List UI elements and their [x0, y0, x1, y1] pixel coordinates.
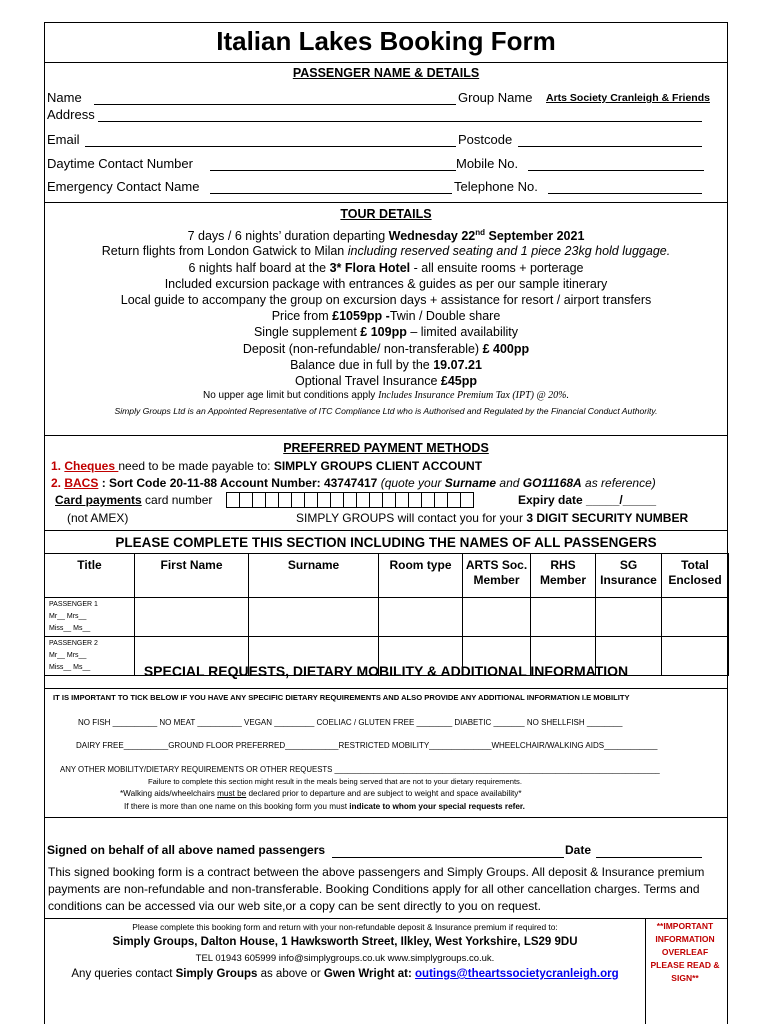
footer-email-link[interactable]: outings@theartssocietycranleigh.org [415, 968, 619, 980]
passengers-table [44, 553, 729, 676]
special-note-2: *Walking aids/wheelchairs must be declared prior to departure and are subject to weight and space availability* [120, 789, 522, 798]
security-number-note: SIMPLY GROUPS will contact you for your 3 DIGIT SECURITY NUMBER [296, 511, 689, 525]
table-row [45, 598, 729, 637]
title-divider [44, 62, 728, 63]
payment-heading: PREFERRED PAYMENT METHODS [283, 441, 489, 455]
surname-cell[interactable] [249, 598, 379, 637]
contract-text: This signed booking form is a contract between the above passengers and Simply Groups. All deposit & Insurance premium payments are non-refundable and non-transferable. Booking Conditions apply for all other cancellation charges. Terms and conditions can be accessed via our web site,or a copy can be sent directly to you on request. [48, 865, 705, 913]
passenger-heading: PASSENGER NAME & DETAILS [292, 66, 480, 80]
col-sg-insurance: SG Insurance [596, 554, 662, 598]
dietary-row-1[interactable]: NO FISH __________ NO MEAT __________ VEGAN _________ COELIAC / GLUTEN FREE ________ DIABETIC _______ NO SHELLFISH ________ [78, 718, 623, 727]
payment-bacs: 2. BACS : Sort Code 20-11-88 Account Number: 43747417 (quote your Surname and GO11168A as reference) [51, 476, 656, 490]
tour-balance: Balance due in full by the 19.07.21 [290, 358, 482, 372]
other-requests[interactable]: ANY OTHER MOBILITY/DIETARY REQUIREMENTS OR OTHER REQUESTS ___________________________________________________________________________ [60, 765, 660, 774]
name-label: Name [47, 90, 82, 105]
passengers-heading: PLEASE COMPLETE THIS SECTION INCLUDING THE NAMES OF ALL PASSENGERS [115, 535, 657, 550]
col-surname: Surname [249, 554, 379, 598]
special-note-1: Failure to complete this section might result in the meals being served that are not to your dietary requirements. [148, 777, 522, 786]
email-field[interactable] [85, 146, 456, 147]
date-field[interactable] [596, 857, 702, 858]
tour-regulation: Simply Groups Ltd is an Appointed Representative of ITC Compliance Ltd who is Authorised and Regulated by the Financial Conduct Authority. [114, 406, 658, 416]
tour-line-4: Included excursion package with entrances & guides as per our sample itinerary [164, 277, 608, 291]
form-title: Italian Lakes Booking Form [216, 26, 556, 56]
mobile-label: Mobile No. [456, 156, 519, 171]
name-field[interactable] [94, 104, 456, 105]
date-label: Date [565, 843, 592, 857]
payment-cheques: 1. Cheques need to be made payable to: SIMPLY GROUPS CLIENT ACCOUNT [51, 459, 483, 473]
tour-line-3: 6 nights half board at the 3* Flora Hotel - all ensuite rooms + porterage [188, 261, 584, 275]
tour-line-1: 7 days / 6 nights’ duration departing Wednesday 22nd September 2021 [187, 228, 585, 244]
col-title: Title [45, 554, 135, 598]
tour-price: Price from £1059pp -Twin / Double share [271, 309, 501, 323]
daytime-label: Daytime Contact Number [47, 156, 193, 171]
tour-age-limit: No upper age limit but conditions apply Includes Insurance Premium Tax (IPT) @ 20%. [202, 390, 570, 401]
address-label: Address [47, 107, 95, 122]
telephone-label: Telephone No. [454, 179, 538, 194]
passenger-title-cell[interactable]: PASSENGER 1 Mr__ Mrs__ Miss__ Ms__ [45, 598, 135, 637]
tour-line-5: Local guide to accompany the group on excursion days + assistance for resort / airport transfers [120, 293, 652, 307]
total-cell[interactable] [662, 598, 729, 637]
emergency-field[interactable] [210, 193, 452, 194]
postcode-label: Postcode [458, 132, 513, 147]
signature-field[interactable] [332, 857, 564, 858]
sg-insurance-cell[interactable] [596, 598, 662, 637]
special-heading: SPECIAL REQUESTS, DIETARY MOBILITY & ADDITIONAL INFORMATION [143, 663, 629, 679]
passenger-title-cell[interactable]: PASSENGER 2 Mr__ Mrs__ Miss__ Ms__ [45, 637, 135, 676]
telephone-field[interactable] [548, 193, 702, 194]
signature-label: Signed on behalf of all above named passengers [47, 843, 326, 857]
card-number-boxes[interactable] [226, 492, 473, 508]
tour-supplement: Single supplement £ 109pp – limited availability [253, 325, 519, 339]
postcode-field[interactable] [518, 146, 702, 147]
not-amex: (not AMEX) [67, 511, 129, 525]
arts-member-cell[interactable] [463, 598, 531, 637]
address-field[interactable] [98, 121, 702, 122]
important-notice: **IMPORTANT INFORMATION OVERLEAF PLEASE READ & SIGN** [650, 921, 720, 983]
expiry-date[interactable]: Expiry date _____/_____ [518, 493, 657, 507]
card-label: Card payments card number [55, 493, 213, 507]
daytime-field[interactable] [210, 170, 456, 171]
footer-queries: Any queries contact Simply Groups as above or Gwen Wright at: outings@theartssocietycranleigh.org [71, 968, 619, 980]
email-label: Email [47, 132, 80, 147]
emergency-label: Emergency Contact Name [47, 179, 200, 194]
dietary-row-2[interactable]: DAIRY FREE__________GROUND FLOOR PREFERRED____________RESTRICTED MOBILITY______________WHEELCHAIR/WALKING AIDS____________ [76, 741, 658, 750]
mobile-field[interactable] [528, 170, 704, 171]
col-arts-member: ARTS Soc. Member [463, 554, 531, 598]
rhs-member-cell[interactable] [531, 598, 596, 637]
first-name-cell[interactable] [135, 598, 249, 637]
special-intro: IT IS IMPORTANT TO TICK BELOW IF YOU HAVE ANY SPECIFIC DIETARY REQUIREMENTS AND ALSO PROVIDE ANY ADDITIONAL INFORMATION I.E MOBILITY [53, 693, 630, 702]
special-note-3: If there is more than one name on this booking form you must indicate to whom your special requests refer. [124, 802, 525, 811]
tour-heading: TOUR DETAILS [340, 207, 432, 221]
footer-instruction: Please complete this booking form and return with your non-refundable deposit & Insurance premium if required to: [132, 922, 558, 932]
tour-deposit: Deposit (non-refundable/ non-transferable) £ 400pp [242, 342, 530, 356]
col-total-enclosed: Total Enclosed [662, 554, 729, 598]
footer-address: Simply Groups, Dalton House, 1 Hawksworth Street, Ilkley, West Yorkshire, LS29 9DU [112, 936, 578, 948]
group-value: Arts Society Cranleigh & Friends [546, 92, 710, 104]
col-room-type: Room type [379, 554, 463, 598]
tour-line-2: Return flights from London Gatwick to Milan including reserved seating and 1 piece 23kg hold luggage. [101, 244, 671, 258]
tour-insurance: Optional Travel Insurance £45pp [294, 374, 478, 388]
table-header-row [45, 554, 729, 598]
special-box [44, 688, 728, 818]
col-first-name: First Name [135, 554, 249, 598]
group-label: Group Name [458, 90, 533, 105]
section-divider [44, 202, 728, 203]
col-rhs-member: RHS Member [531, 554, 596, 598]
room-type-cell[interactable] [379, 598, 463, 637]
footer-contacts: TEL 01943 605999 info@simplygroups.co.uk www.simplygroups.co.uk. [195, 953, 495, 964]
